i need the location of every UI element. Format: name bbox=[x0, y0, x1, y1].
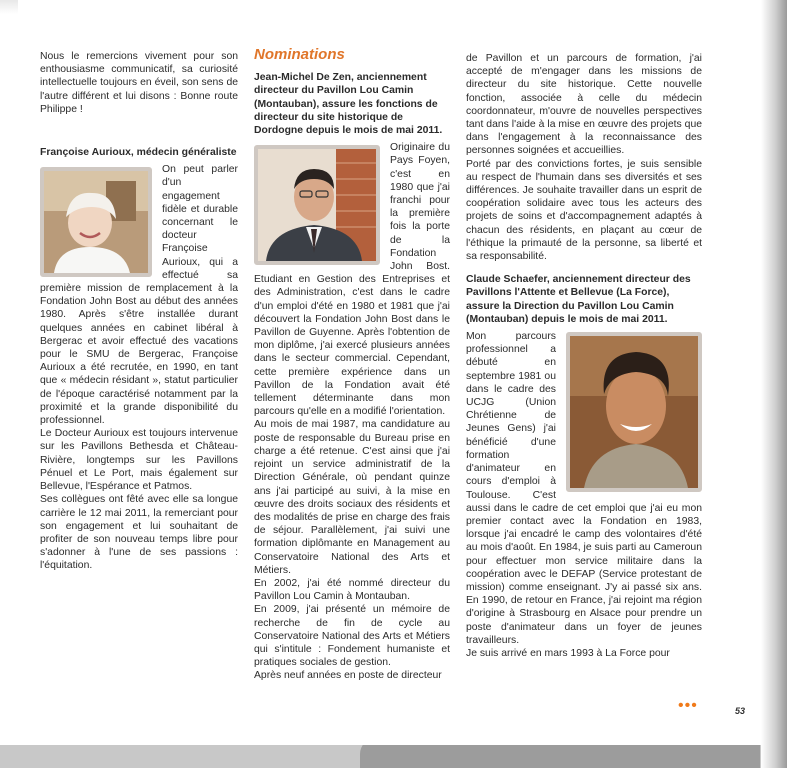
schaefer-paragraph-1: Mon parcours professionnel a débuté en septembre 1981 ou dans le cadre des UCJG (Union Chrétienne de Jeunes Gens) j'ai bénéficié d'une formation d'animateur en cours d'emploi à Toulouse. C'est aussi dans le cadre de cet emploi que j'ai eu mon premier contact avec la Fondation en 1983, lorsque j'ai encadré le camp des volontaires d'été au mois d'août. En 1984, je suis parti au Cameroun pour effectuer mon service militaire dans la coopération avec le DEFAP (Service protestant de mission) comme enseignant. J'y ai passé six ans. En 1990, de retour en France, j'ai rejoint ma région d'origine à Strasbourg en Alsace pour prendre un poste d'animateur dans un foyer de jeunes travailleurs. bbox=[466, 331, 702, 646]
aurioux-paragraph-2: Le Docteur Aurioux est toujours intervenue sur les Pavillons Bethesda et Château-Rivière, longtemps sur les Pavillons Pénuel et Le Port, mais également sur Bellevue, l'Espérance et Patmos. bbox=[40, 428, 238, 493]
dezen-heading: Jean-Michel De Zen, anciennement directeur du Pavillon Lou Camin (Montauban), assure les fonctions de directeur du site historique de Dordogne depuis le mois de mai 2011. bbox=[254, 72, 443, 137]
schaefer-heading: Claude Schaefer, anciennement directeur des Pavillons l'Attente et Bellevue (La Force), assure la Direction du Pavillon Lou Camin (Montauban) depuis le mois de mai 2011. bbox=[466, 274, 691, 325]
schaefer-photo bbox=[566, 332, 702, 492]
column-2 bbox=[254, 48, 450, 683]
intro-paragraph: Nous le remercions vivement pour son enthousiasme communicatif, sa curiosité intellectuelle toujours en éveil, son sens de l'autre différent et lui disons : Bonne route Philippe ! bbox=[40, 51, 238, 115]
continuation-dots: ••• bbox=[678, 697, 698, 714]
column-3 bbox=[466, 52, 702, 660]
dezen-paragraph-5: Après neuf années en poste de directeur bbox=[254, 670, 442, 682]
column-1 bbox=[40, 50, 238, 573]
page-number: 53 bbox=[735, 706, 746, 716]
aurioux-photo bbox=[40, 167, 152, 277]
dezen-paragraph-6: de Pavillon et un parcours de formation, j'ai accepté de m'engager dans les missions de directeur du site historique. Cette nouvelle fonction, associée à celle du médecin coordonnateur, m'ouvre de nouvelles perspectives tant dans l'aide à la mise en œuvre des projets que dans l'engagement à la reconnaissance des personnes soignées et accueillies. bbox=[466, 53, 702, 157]
aurioux-paragraph-1: On peut parler d'un engagement fidèle et durable concernant le docteur Françoise Aurioux, qui a effectué sa première mission de remplacement à la Fondation John Bost au début des années 1980. Après s'être installée durant quelques années en cabinet libéral à Bergerac et avoir effectué des vacations pour le SMU de Bergerac, Françoise Aurioux a été recrutée, en 1990, en tant que « médecin résidant », statut particulier de l'époque caractérisé notamment par la proximité et la grande disponibilité du professionnel. bbox=[40, 164, 238, 427]
dezen-paragraph-1: Originaire du Pays Foyen, c'est en 1980 que j'ai franchi pour la première fois la porte de la Fondation John Bost. Etudiant en Gestion des Entreprises et des Administration, c'est dans le cadre d'un emploi d'été en 1980 et 1981 que j'ai découvert la Fondation John Bost dans le Pavillon de Guyenne. Après l'obtention de mon diplôme, j'ai exercé plusieurs années dans le secteur commercial. Cependant, cette première expérience dans un Pavillon de la Fondation avait été tellement déterminante dans mon parcours qu'elle en a modifié l'orientation. bbox=[254, 142, 450, 418]
section-title: Nominations bbox=[254, 46, 345, 63]
aurioux-heading: Françoise Aurioux, médecin généraliste bbox=[40, 147, 237, 159]
schaefer-paragraph-2: Je suis arrivé en mars 1993 à La Force pour bbox=[466, 647, 670, 659]
dezen-paragraph-3: En 2002, j'ai été nommé directeur du Pavillon Lou Camin à Montauban. bbox=[254, 577, 450, 603]
dezen-paragraph-4: En 2009, j'ai présenté un mémoire de recherche de fin de cycle au Conservatoire National des Arts et Métiers qui s'intitule : Fondement humaniste et pratiques sociales de gestion. bbox=[254, 604, 450, 669]
dezen-photo bbox=[254, 145, 380, 265]
aurioux-paragraph-3: Ses collègues ont fêté avec elle sa longue carrière le 12 mai 2011, la remerciant pour son engagement et lui souhaitant de profiter de son nouveau temps libre pour s'adonner à l'une de ses passions : l'équitation. bbox=[40, 494, 238, 572]
dezen-paragraph-7: Porté par des convictions fortes, je suis sensible au respect de l'humain dans ses diversités et ses différences. Je souhaite travailler dans un esprit de coopération solidaire avec tous les acteurs des projets de soins et d'accompagnement adaptés à chacun des résidents, en plaçant au cœur de l'éthique la primauté de la personne, sa liberté et sa responsabilité. bbox=[466, 158, 702, 263]
page-spine-shadow bbox=[761, 0, 787, 768]
dezen-paragraph-2: Au mois de mai 1987, ma candidature au poste de responsable du Bureau prise en charge a été retenue. C'est ainsi que j'ai rejoint un service administratif de la Direction Générale, où pendant quinze ans j'ai participé au suivi, à la mise en œuvre des droits sociaux des résidents et des modalités de prise en charge des frais de séjour. Parallèlement, j'ai suivi une formation diplômante en Management au Conservatoire National des Arts et Métiers. bbox=[254, 419, 450, 576]
